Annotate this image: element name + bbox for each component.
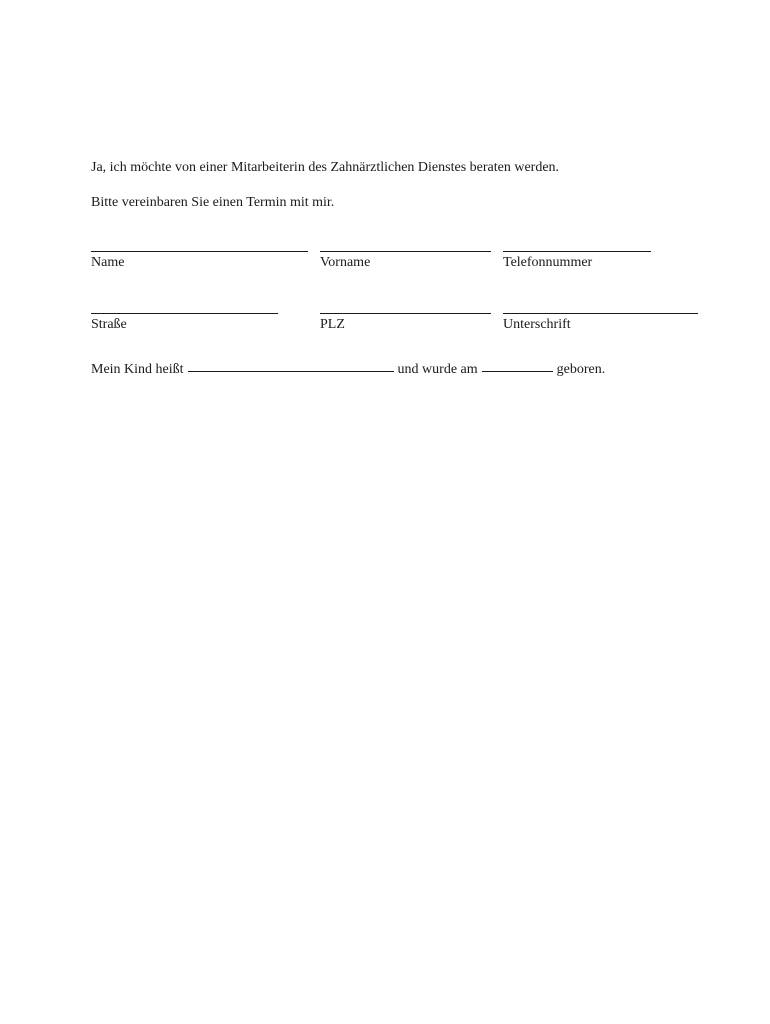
telefon-label: Telefonnummer <box>503 255 593 270</box>
intro-text-appointment: Bitte vereinbaren Sie einen Termin mit mir. <box>91 195 335 210</box>
child-info-line <box>91 362 605 378</box>
name-signature-line <box>91 251 308 252</box>
intro-text-consultation: Ja, ich möchte von einer Mitarbeiterin des Zahnärztlichen Dienstes beraten werden. <box>91 160 560 175</box>
telefon-field[interactable] <box>503 251 651 271</box>
vorname-signature-line <box>320 251 491 252</box>
strasse-signature-line <box>91 313 278 314</box>
child-text-middle: und wurde am <box>397 362 478 377</box>
child-text-before: Mein Kind heißt <box>91 362 184 377</box>
name-label: Name <box>91 255 125 270</box>
plz-label: PLZ <box>320 317 345 332</box>
telefon-signature-line <box>503 251 651 252</box>
unterschrift-label: Unterschrift <box>503 317 571 332</box>
child-name-blank[interactable] <box>188 370 394 372</box>
child-birthdate-blank[interactable] <box>482 370 553 372</box>
vorname-label: Vorname <box>320 255 371 270</box>
unterschrift-field[interactable] <box>503 313 698 333</box>
plz-field[interactable] <box>320 313 491 333</box>
vorname-field[interactable] <box>320 251 491 271</box>
plz-signature-line <box>320 313 491 314</box>
unterschrift-signature-line <box>503 313 698 314</box>
strasse-field[interactable] <box>91 313 278 333</box>
strasse-label: Straße <box>91 317 127 332</box>
child-text-after: geboren. <box>556 362 606 377</box>
name-field[interactable] <box>91 251 308 271</box>
